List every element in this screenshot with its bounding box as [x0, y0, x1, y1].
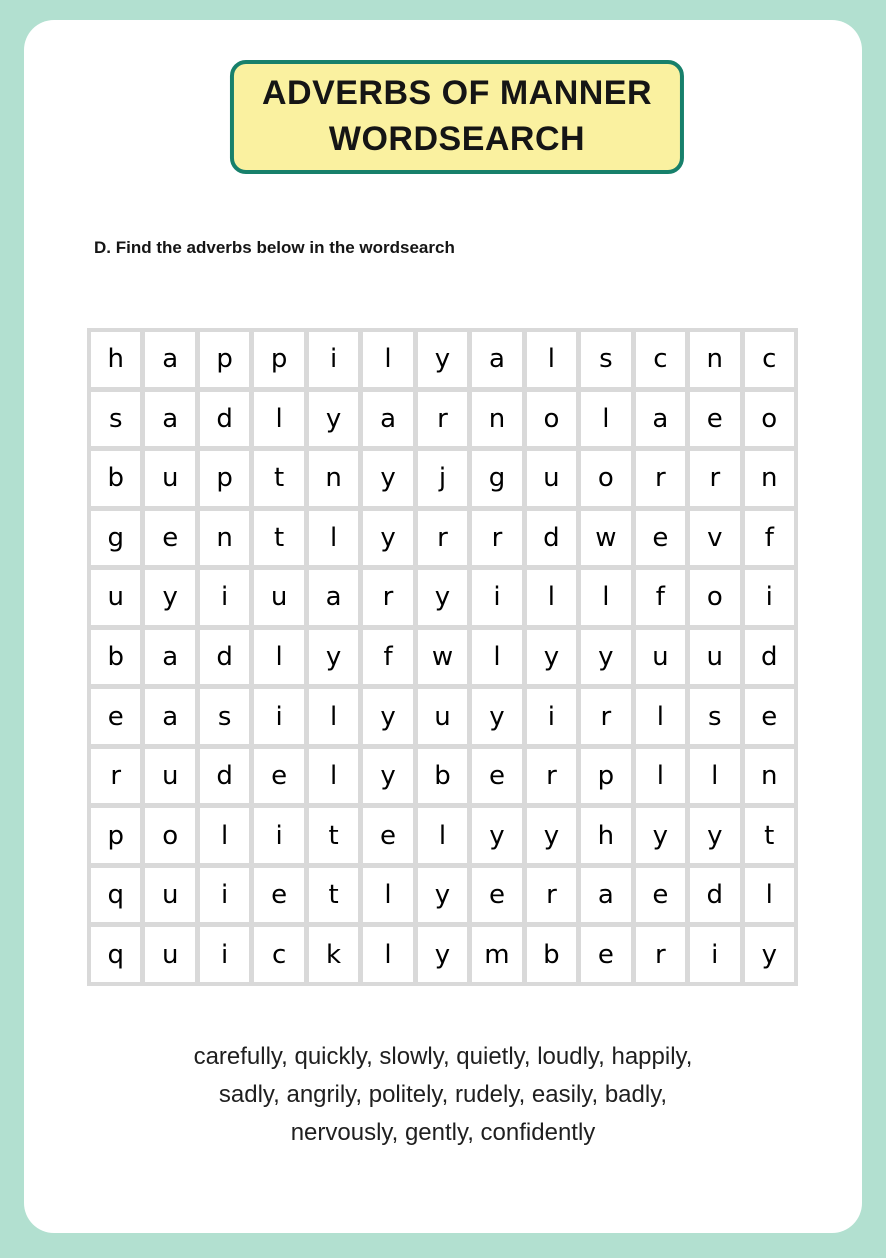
grid-cell-r3c6: y	[363, 451, 412, 506]
grid-cell-r11c12: i	[690, 927, 739, 982]
grid-cell-r9c9: y	[527, 808, 576, 863]
grid-cell-r6c10: y	[581, 630, 630, 685]
grid-cell-r9c2: o	[145, 808, 194, 863]
grid-cell-r11c11: r	[636, 927, 685, 982]
grid-cell-r7c7: u	[418, 689, 467, 744]
grid-cell-r7c2: a	[145, 689, 194, 744]
grid-cell-r2c8: n	[472, 392, 521, 447]
grid-cell-r10c10: a	[581, 868, 630, 923]
grid-cell-r1c4: p	[254, 332, 303, 387]
grid-cell-r8c10: p	[581, 749, 630, 804]
grid-cell-r2c5: y	[309, 392, 358, 447]
grid-cell-r4c6: y	[363, 511, 412, 566]
grid-cell-r6c7: w	[418, 630, 467, 685]
grid-cell-r3c2: u	[145, 451, 194, 506]
grid-cell-r2c7: r	[418, 392, 467, 447]
grid-cell-r3c12: r	[690, 451, 739, 506]
grid-cell-r10c1: q	[91, 868, 140, 923]
grid-cell-r7c11: l	[636, 689, 685, 744]
grid-cell-r1c13: c	[745, 332, 794, 387]
grid-cell-r5c7: y	[418, 570, 467, 625]
grid-cell-r4c11: e	[636, 511, 685, 566]
grid-cell-r9c1: p	[91, 808, 140, 863]
grid-cell-r2c2: a	[145, 392, 194, 447]
grid-cell-r8c8: e	[472, 749, 521, 804]
grid-cell-r5c4: u	[254, 570, 303, 625]
grid-cell-r2c1: s	[91, 392, 140, 447]
grid-cell-r4c2: e	[145, 511, 194, 566]
wordsearch-grid	[87, 328, 798, 986]
grid-cell-r5c10: l	[581, 570, 630, 625]
grid-cell-r6c9: y	[527, 630, 576, 685]
grid-cell-r11c2: u	[145, 927, 194, 982]
grid-cell-r2c4: l	[254, 392, 303, 447]
grid-cell-r7c13: e	[745, 689, 794, 744]
grid-cell-r11c9: b	[527, 927, 576, 982]
grid-cell-r3c13: n	[745, 451, 794, 506]
grid-cell-r8c3: d	[200, 749, 249, 804]
grid-cell-r2c9: o	[527, 392, 576, 447]
grid-cell-r8c11: l	[636, 749, 685, 804]
grid-cell-r3c4: t	[254, 451, 303, 506]
grid-cell-r7c8: y	[472, 689, 521, 744]
grid-cell-r6c11: u	[636, 630, 685, 685]
grid-cell-r1c7: y	[418, 332, 467, 387]
grid-cell-r5c13: i	[745, 570, 794, 625]
grid-cell-r9c7: l	[418, 808, 467, 863]
grid-cell-r3c1: b	[91, 451, 140, 506]
grid-cell-r8c2: u	[145, 749, 194, 804]
grid-cell-r3c7: j	[418, 451, 467, 506]
grid-cell-r10c12: d	[690, 868, 739, 923]
grid-cell-r11c3: i	[200, 927, 249, 982]
grid-cell-r9c8: y	[472, 808, 521, 863]
grid-cell-r1c1: h	[91, 332, 140, 387]
grid-cell-r11c10: e	[581, 927, 630, 982]
grid-cell-r5c6: r	[363, 570, 412, 625]
grid-cell-r8c1: r	[91, 749, 140, 804]
grid-cell-r10c13: l	[745, 868, 794, 923]
grid-cell-r4c3: n	[200, 511, 249, 566]
grid-cell-r5c8: i	[472, 570, 521, 625]
grid-cell-r9c11: y	[636, 808, 685, 863]
grid-cell-r11c13: y	[745, 927, 794, 982]
grid-cell-r9c12: y	[690, 808, 739, 863]
grid-cell-r9c4: i	[254, 808, 303, 863]
grid-cell-r11c6: l	[363, 927, 412, 982]
grid-cell-r8c5: l	[309, 749, 358, 804]
grid-cell-r9c5: t	[309, 808, 358, 863]
grid-cell-r10c11: e	[636, 868, 685, 923]
grid-cell-r8c13: n	[745, 749, 794, 804]
grid-cell-r4c5: l	[309, 511, 358, 566]
grid-cell-r4c12: v	[690, 511, 739, 566]
grid-cell-r8c12: l	[690, 749, 739, 804]
instruction-text: D. Find the adverbs below in the wordsearch	[94, 238, 455, 257]
grid-cell-r6c6: f	[363, 630, 412, 685]
grid-cell-r1c2: a	[145, 332, 194, 387]
grid-cell-r6c2: a	[145, 630, 194, 685]
grid-cell-r4c13: f	[745, 511, 794, 566]
grid-cell-r1c8: a	[472, 332, 521, 387]
grid-cell-r11c4: c	[254, 927, 303, 982]
grid-cell-r1c5: i	[309, 332, 358, 387]
grid-cell-r6c13: d	[745, 630, 794, 685]
grid-cell-r7c1: e	[91, 689, 140, 744]
grid-cell-r6c4: l	[254, 630, 303, 685]
word-list	[24, 1038, 862, 1152]
grid-cell-r2c6: a	[363, 392, 412, 447]
grid-cell-r6c5: y	[309, 630, 358, 685]
grid-cell-r9c6: e	[363, 808, 412, 863]
grid-cell-r10c6: l	[363, 868, 412, 923]
grid-cell-r3c9: u	[527, 451, 576, 506]
grid-cell-r2c12: e	[690, 392, 739, 447]
grid-cell-r3c10: o	[581, 451, 630, 506]
grid-cell-r3c8: g	[472, 451, 521, 506]
grid-cell-r8c7: b	[418, 749, 467, 804]
title-line-1: ADVERBS OF MANNER	[261, 74, 653, 112]
grid-cell-r4c4: t	[254, 511, 303, 566]
grid-cell-r5c12: o	[690, 570, 739, 625]
grid-cell-r10c2: u	[145, 868, 194, 923]
grid-cell-r1c10: s	[581, 332, 630, 387]
grid-cell-r7c12: s	[690, 689, 739, 744]
grid-cell-r4c10: w	[581, 511, 630, 566]
grid-cell-r5c5: a	[309, 570, 358, 625]
grid-cell-r10c4: e	[254, 868, 303, 923]
grid-cell-r6c12: u	[690, 630, 739, 685]
grid-cell-r7c6: y	[363, 689, 412, 744]
grid-cell-r7c4: i	[254, 689, 303, 744]
grid-cell-r10c9: r	[527, 868, 576, 923]
grid-cell-r11c8: m	[472, 927, 521, 982]
grid-cell-r1c6: l	[363, 332, 412, 387]
title-line-2: WORDSEARCH	[328, 120, 586, 158]
grid-cell-r4c7: r	[418, 511, 467, 566]
grid-cell-r5c11: f	[636, 570, 685, 625]
word-list-line-1: carefully, quickly, slowly, quietly, loudly, happily,	[193, 1043, 693, 1070]
grid-cell-r5c3: i	[200, 570, 249, 625]
grid-cell-r8c4: e	[254, 749, 303, 804]
grid-cell-r2c10: l	[581, 392, 630, 447]
title-box	[230, 60, 684, 174]
grid-cell-r7c3: s	[200, 689, 249, 744]
grid-cell-r3c3: p	[200, 451, 249, 506]
grid-cell-r2c11: a	[636, 392, 685, 447]
grid-cell-r8c6: y	[363, 749, 412, 804]
grid-cell-r8c9: r	[527, 749, 576, 804]
grid-cell-r7c10: r	[581, 689, 630, 744]
grid-cell-r6c1: b	[91, 630, 140, 685]
grid-cell-r4c1: g	[91, 511, 140, 566]
grid-cell-r10c7: y	[418, 868, 467, 923]
grid-cell-r1c11: c	[636, 332, 685, 387]
grid-cell-r7c5: l	[309, 689, 358, 744]
grid-cell-r10c8: e	[472, 868, 521, 923]
grid-cell-r5c9: l	[527, 570, 576, 625]
grid-cell-r11c7: y	[418, 927, 467, 982]
grid-cell-r11c5: k	[309, 927, 358, 982]
grid-cell-r1c9: l	[527, 332, 576, 387]
grid-cell-r6c3: d	[200, 630, 249, 685]
grid-cell-r7c9: i	[527, 689, 576, 744]
grid-cell-r5c2: y	[145, 570, 194, 625]
grid-cell-r11c1: q	[91, 927, 140, 982]
grid-cell-r9c10: h	[581, 808, 630, 863]
grid-cell-r4c8: r	[472, 511, 521, 566]
grid-cell-r3c11: r	[636, 451, 685, 506]
grid-cell-r1c12: n	[690, 332, 739, 387]
grid-cell-r6c8: l	[472, 630, 521, 685]
grid-cell-r1c3: p	[200, 332, 249, 387]
worksheet-page	[24, 20, 862, 1233]
grid-cell-r9c13: t	[745, 808, 794, 863]
grid-cell-r2c3: d	[200, 392, 249, 447]
grid-cell-r10c5: t	[309, 868, 358, 923]
grid-cell-r2c13: o	[745, 392, 794, 447]
grid-cell-r5c1: u	[91, 570, 140, 625]
grid-cell-r4c9: d	[527, 511, 576, 566]
word-list-line-2: sadly, angrily, politely, rudely, easily, badly,	[218, 1081, 668, 1108]
word-list-line-3: nervously, gently, confidently	[290, 1119, 596, 1146]
grid-cell-r3c5: n	[309, 451, 358, 506]
grid-cell-r9c3: l	[200, 808, 249, 863]
grid-cell-r10c3: i	[200, 868, 249, 923]
